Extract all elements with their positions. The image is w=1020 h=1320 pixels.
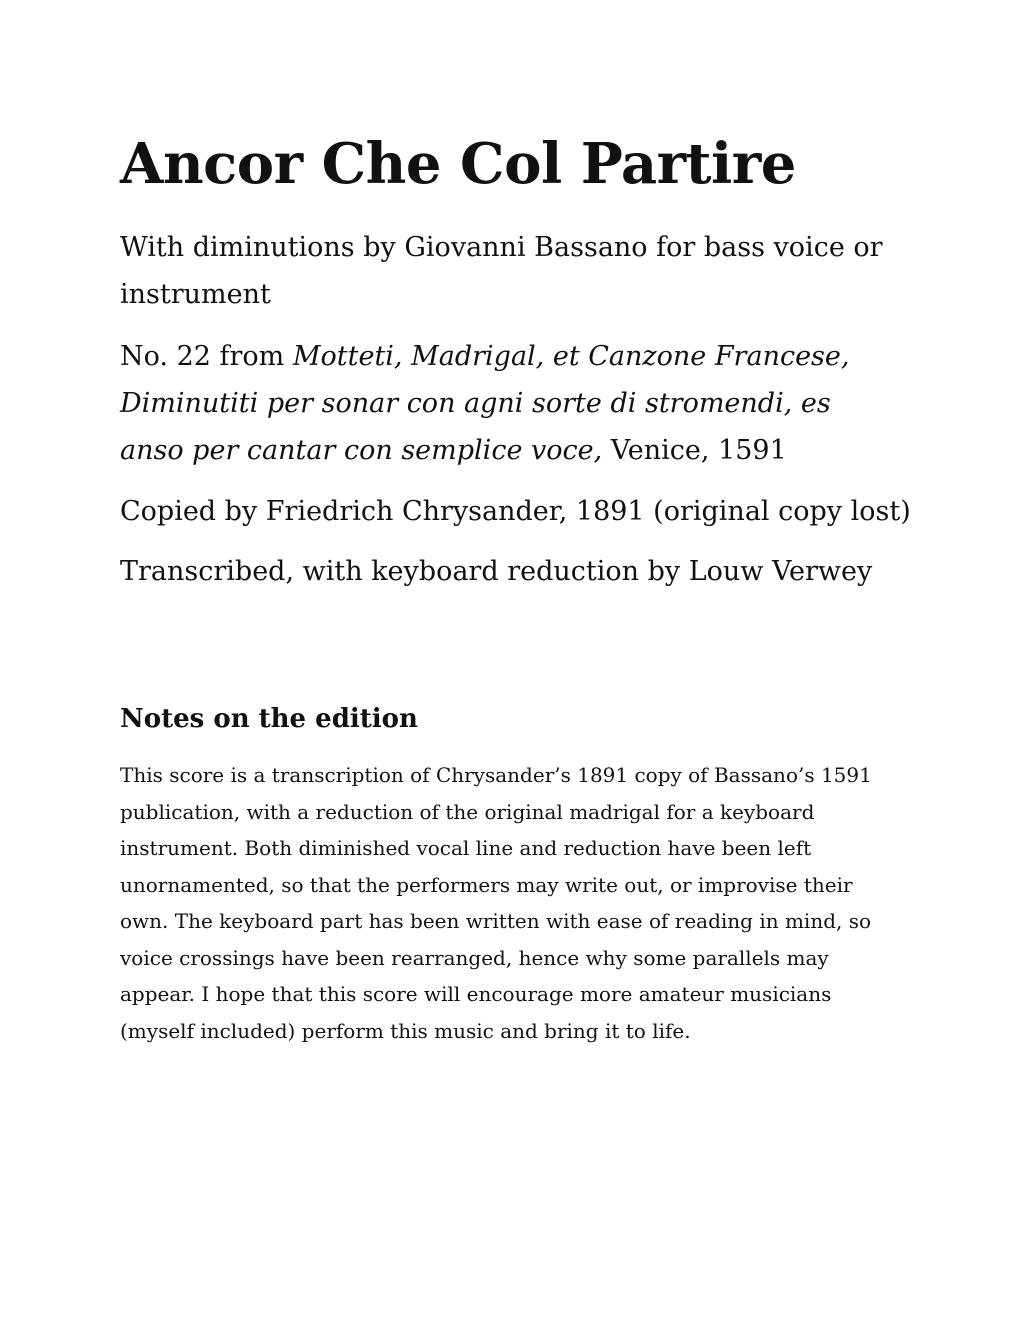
source-prefix: No. 22 from (120, 341, 293, 372)
transcribed-by-line: Transcribed, with keyboard reduction by Louw Verwey (120, 556, 873, 587)
source-work-title: Motteti, Madrigal, et Canzone Francese, Diminutiti per sonar con agni sorte di stromendi, es anso per cantar con semplice voce, (120, 341, 850, 466)
notes-body: This score is a transcription of Chrysander’s 1891 copy of Bassano’s 1591 publication, with a reduction of the original madrigal for a keyboard instrument. Both diminished vocal line and reduction have been left unornamented, so that the performers may write out, or improvise their own. The keyboard part has been written with ease of reading in mind, so voice crossings have been rearranged, hence why some parallels may appear. I hope that this score will encourage more amateur musicians (myself included) perform this music and bring it to life. (120, 763, 872, 1043)
source-suffix: Venice, 1591 (602, 435, 787, 466)
notes-heading: Notes on the edition (120, 704, 418, 734)
subtitle: With diminutions by Giovanni Bassano for bass voice or instrument (120, 232, 883, 310)
copied-by-line: Copied by Friedrich Chrysander, 1891 (original copy lost) (120, 496, 911, 527)
source-line (120, 333, 900, 474)
page-title: Ancor Che Col Partire (120, 131, 796, 197)
